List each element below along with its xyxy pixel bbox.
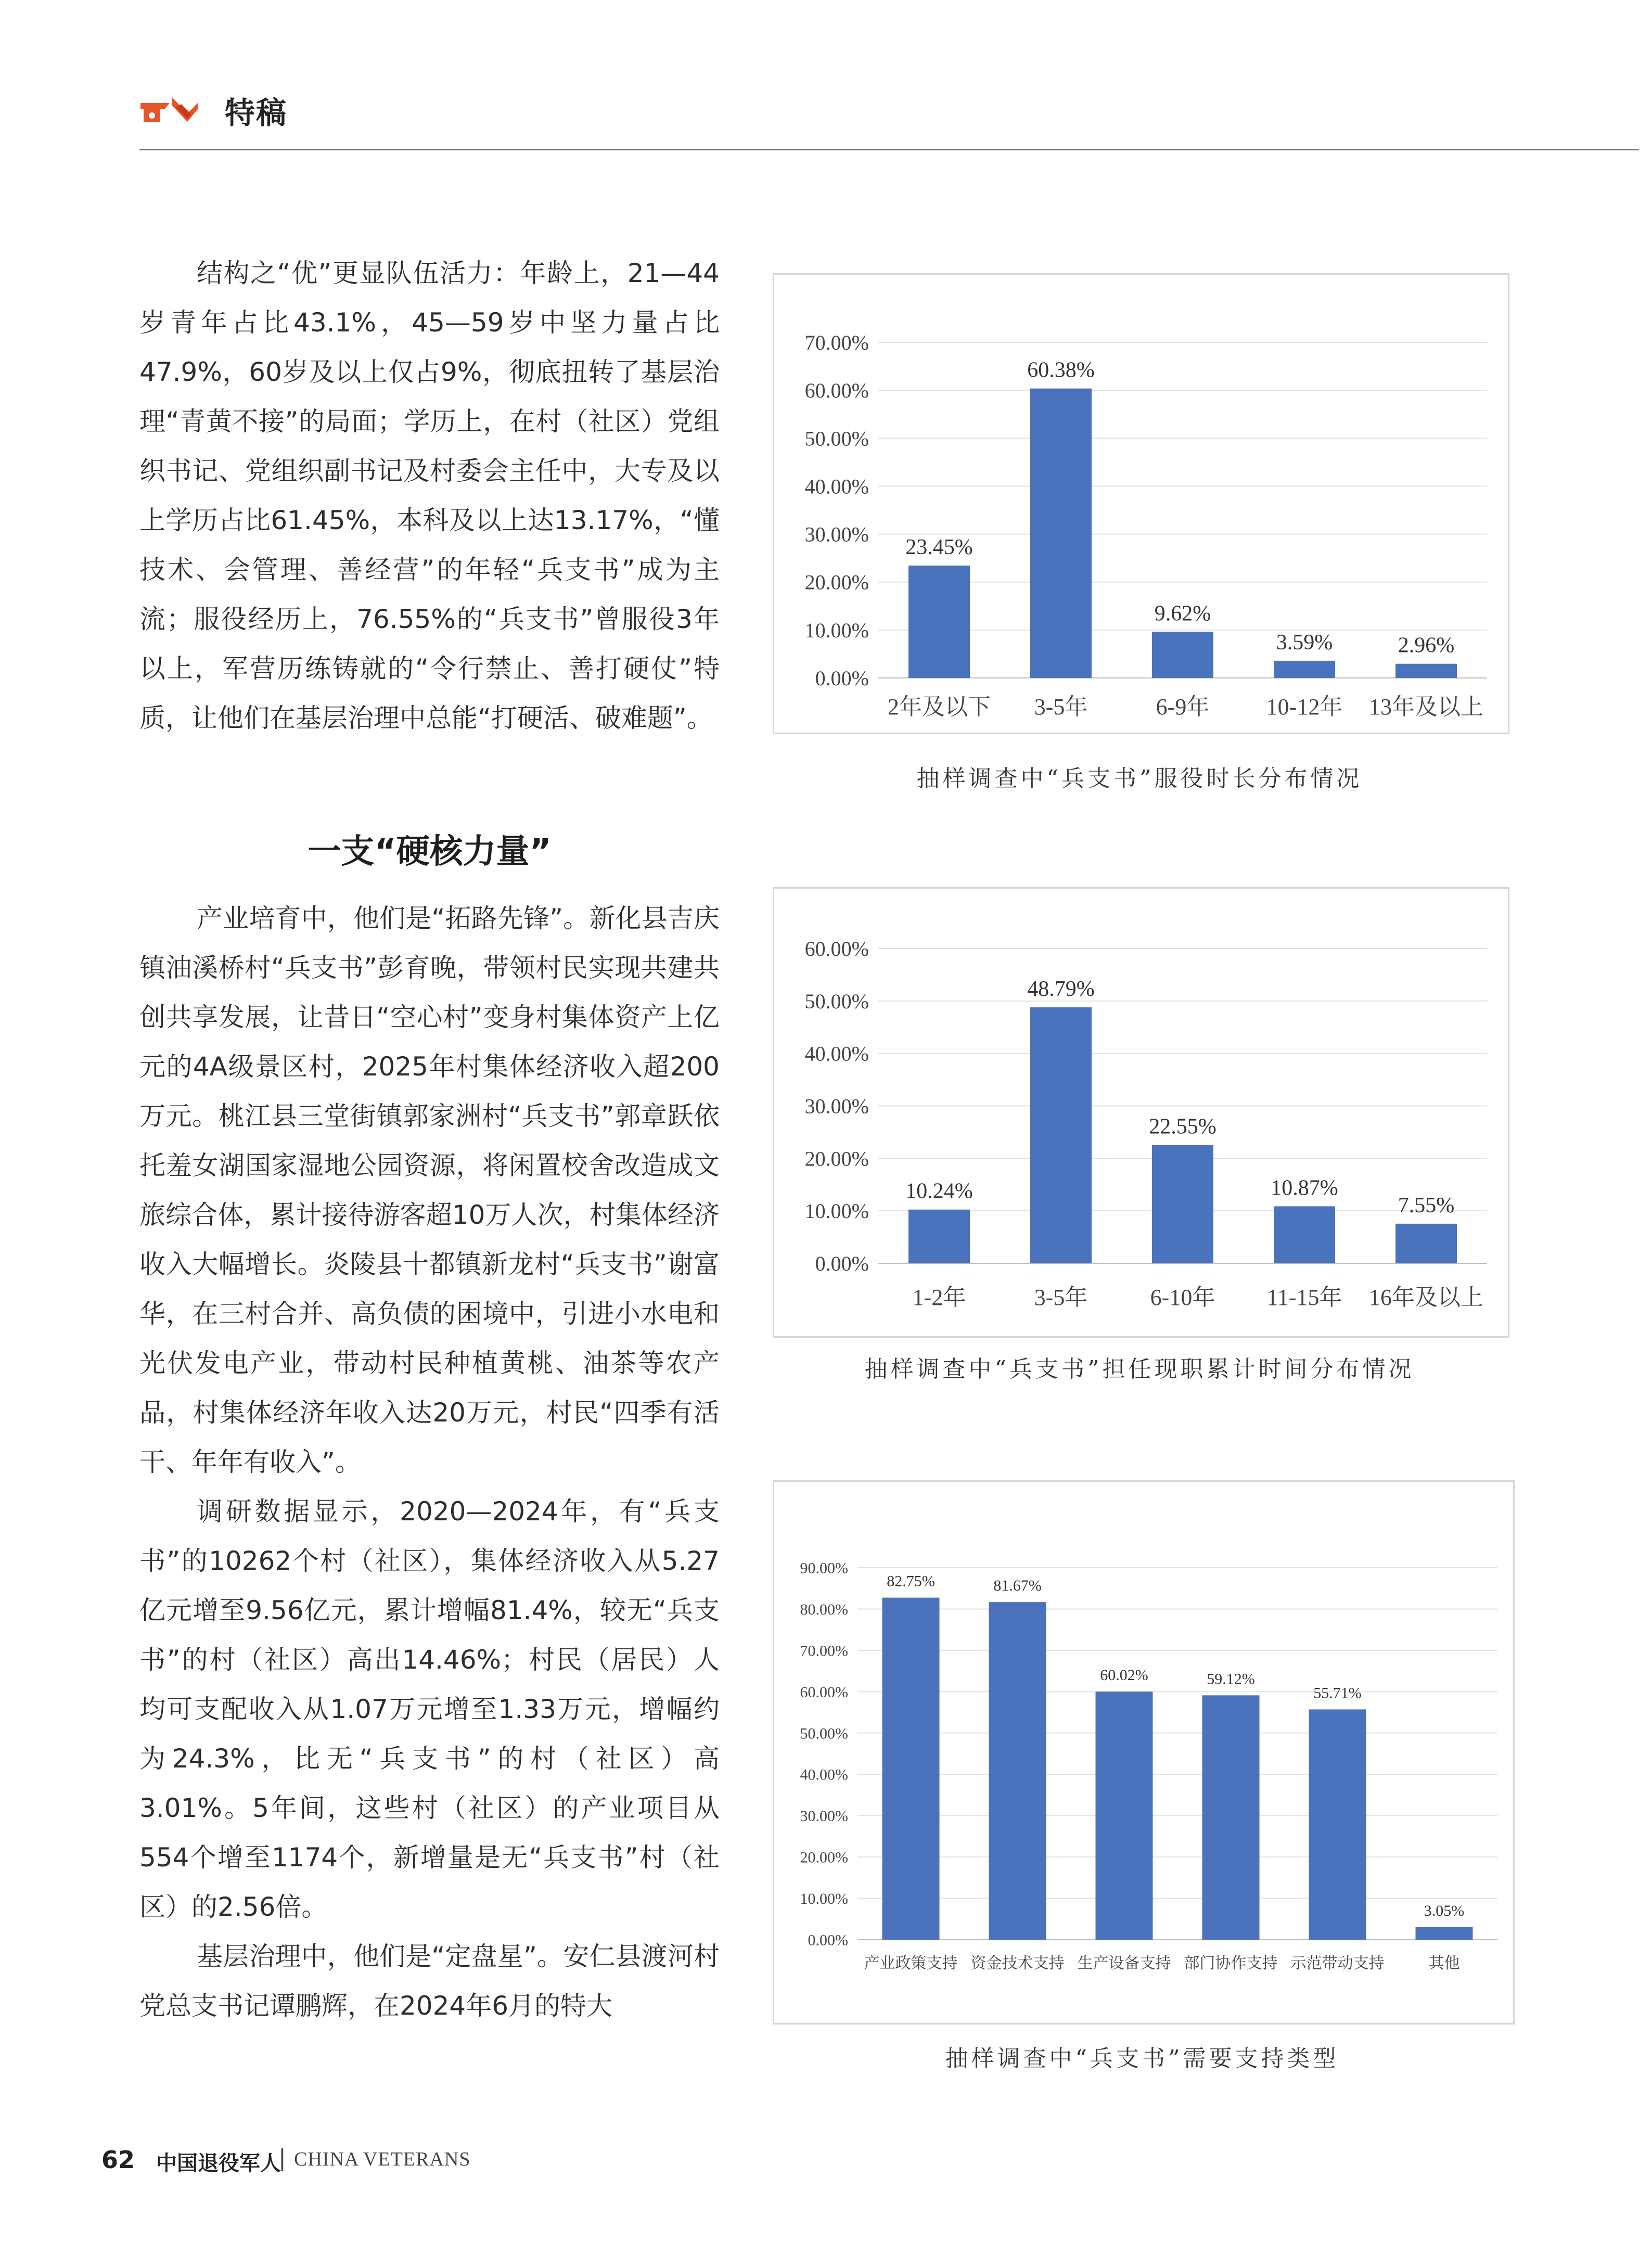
bar [1395,664,1457,678]
y-tick-label: 60.00% [804,379,869,403]
y-tick-label: 70.00% [800,1642,848,1660]
article-paragraph: 调研数据显示，2020—2024年，有“兵支书”的10262个村（社区），集体经济收入从5.27亿元增至9.56亿元，累计增幅81.4%，较无“兵支书”的村（社区）高出14.46%；村民（居民）人均可支配收入从1.07万元增至1.33万元，增幅约为24.3%，比无“兵支书”的村（社区）高3.01%。5年间，这些村（社区）的产业项目从554个增至1174个，新增量是无“兵支书”村（社区）的2.56倍。 [139,1496,720,1922]
x-tick-label: 3-5年 [1034,694,1088,720]
data-label: 10.24% [905,1179,973,1203]
data-label: 60.02% [1100,1667,1148,1684]
article-block-2 [139,894,720,2031]
x-tick-label: 11-15年 [1266,1285,1342,1310]
bar [1395,1224,1457,1263]
data-label: 23.45% [905,535,973,559]
section-heading: 一支“硬核力量” [308,832,552,871]
x-tick-label: 10-12年 [1266,694,1343,720]
bar [1274,1206,1335,1263]
x-tick-label: 6-10年 [1150,1285,1215,1310]
bar [1096,1692,1153,1940]
x-tick-label: 示范带动支持 [1290,1955,1385,1972]
x-tick-label: 3-5年 [1034,1285,1088,1310]
y-tick-label: 20.00% [804,570,869,594]
chart-caption: 抽样调查中“兵支书”服役时长分布情况 [916,765,1363,792]
data-label: 48.79% [1027,977,1095,1002]
chart-caption: 抽样调查中“兵支书”需要支持类型 [945,2045,1339,2072]
chart-tenure-length-svg [774,889,1508,1336]
y-tick-label: 60.00% [804,937,869,960]
y-tick-label: 0.00% [808,1931,848,1949]
chart-tenure-length [773,887,1509,1338]
y-tick-label: 60.00% [800,1683,848,1701]
x-tick-label: 16年及以上 [1369,1285,1483,1310]
bar [1274,661,1335,678]
bar [882,1598,940,1940]
chart-support-types-svg [774,1482,1513,2023]
x-tick-label: 6-9年 [1156,694,1210,720]
y-tick-label: 0.00% [815,667,869,690]
y-tick-label: 10.00% [804,618,869,642]
x-tick-label: 13年及以上 [1369,694,1483,720]
y-tick-label: 10.00% [800,1890,848,1908]
section-label: 特稿 [225,95,288,131]
bar [1030,1007,1092,1263]
chart-service-length [773,273,1509,734]
data-label: 55.71% [1313,1684,1362,1702]
y-tick-label: 30.00% [804,522,869,546]
data-label: 10.87% [1271,1176,1338,1200]
y-tick-label: 20.00% [800,1849,848,1866]
y-tick-label: 40.00% [800,1766,848,1784]
x-tick-label: 其他 [1428,1955,1460,1972]
data-label: 60.38% [1027,358,1095,382]
bar [1416,1927,1473,1940]
y-tick-label: 50.00% [804,427,869,451]
article-block-1 [139,249,720,743]
data-label: 9.62% [1154,601,1211,626]
y-tick-label: 30.00% [800,1808,848,1825]
y-tick-label: 50.00% [804,989,869,1013]
chart-service-length-svg [774,275,1508,733]
data-label: 2.96% [1398,633,1455,658]
article-paragraph: 产业培育中，他们是“拓路先锋”。新化县吉庆镇油溪桥村“兵支书”彭育晚，带领村民实现共建共创共享发展，让昔日“空心村”变身村集体资产上亿元的4A级景区村，2025年村集体经济收入超200万元。桃江县三堂街镇郭家洲村“兵支书”郭章跃依托羞女湖国家湿地公园资源，将闲置校舍改造成文旅综合体，累计接待游客超10万人次，村集体经济收入大幅增长。炎陵县十都镇新龙村“兵支书”谢富华，在三村合并、高负债的困境中，引进小水电和光伏发电产业，带动村民种植黄桃、油茶等农产品，村集体经济年收入达20万元，村民“四季有活干、年年有收入”。 [139,903,720,1477]
bar [1309,1709,1366,1940]
chart-support-types [773,1480,1515,2025]
footer-magazine-name: 中国退役军人 [156,2151,281,2175]
y-tick-label: 90.00% [800,1559,848,1577]
data-label: 81.67% [993,1577,1042,1595]
x-tick-label: 资金技术支持 [970,1955,1065,1972]
x-tick-label: 2年及以下 [888,694,991,720]
header-divider [139,149,1639,150]
y-tick-label: 80.00% [800,1600,848,1618]
data-label: 82.75% [887,1572,935,1590]
y-tick-label: 20.00% [804,1147,869,1171]
y-tick-label: 0.00% [815,1252,869,1275]
bar [1202,1695,1260,1940]
x-tick-label: 部门协作支持 [1184,1955,1278,1972]
x-tick-label: 产业政策支持 [864,1955,958,1972]
x-tick-label: 1-2年 [912,1285,966,1310]
data-label: 22.55% [1149,1114,1216,1139]
chart-caption: 抽样调查中“兵支书”担任现职累计时间分布情况 [864,1356,1415,1382]
page-number: 62 [101,2146,135,2174]
article-paragraph: 结构之“优”更显队伍活力：年龄上，21—44岁青年占比43.1%，45—59岁中坚力量占比47.9%，60岁及以上仅占9%，彻底扭转了基层治理“青黄不接”的局面；学历上，在村（社区）党组织书记、党组织副书记及村委会主任中，大专及以上学历占比61.45%，本科及以上达13.17%，“懂技术、会管理、善经营”的年轻“兵支书”成为主流；服役经历上，76.55%的“兵支书”曾服役3年以上，军营历练铸就的“令行禁止、善打硬仗”特质，让他们在基层治理中总能“打硬活、破难题”。 [139,258,720,733]
bar [1152,1145,1213,1263]
x-tick-label: 生产设备支持 [1077,1955,1171,1972]
article-paragraph: 基层治理中，他们是“定盘星”。安仁县渡河村党总支书记谭鹏辉，在2024年6月的特大 [139,1941,720,2021]
data-label: 3.59% [1276,630,1333,655]
bar [908,566,970,678]
data-label: 3.05% [1424,1902,1465,1919]
y-tick-label: 70.00% [804,331,869,354]
y-tick-label: 40.00% [804,475,869,498]
y-tick-label: 50.00% [800,1725,848,1743]
bar [908,1210,970,1263]
footer-magazine-english: CHINA VETERANS [294,2148,471,2170]
footer-separator: | [278,2145,286,2171]
y-tick-label: 10.00% [804,1199,869,1223]
data-label: 7.55% [1398,1193,1455,1218]
y-tick-label: 40.00% [804,1042,869,1066]
magazine-logo-icon [139,92,199,128]
bar [989,1602,1046,1940]
data-label: 59.12% [1207,1670,1255,1688]
y-tick-label: 30.00% [804,1094,869,1118]
bar [1152,632,1213,678]
bar [1030,389,1092,678]
